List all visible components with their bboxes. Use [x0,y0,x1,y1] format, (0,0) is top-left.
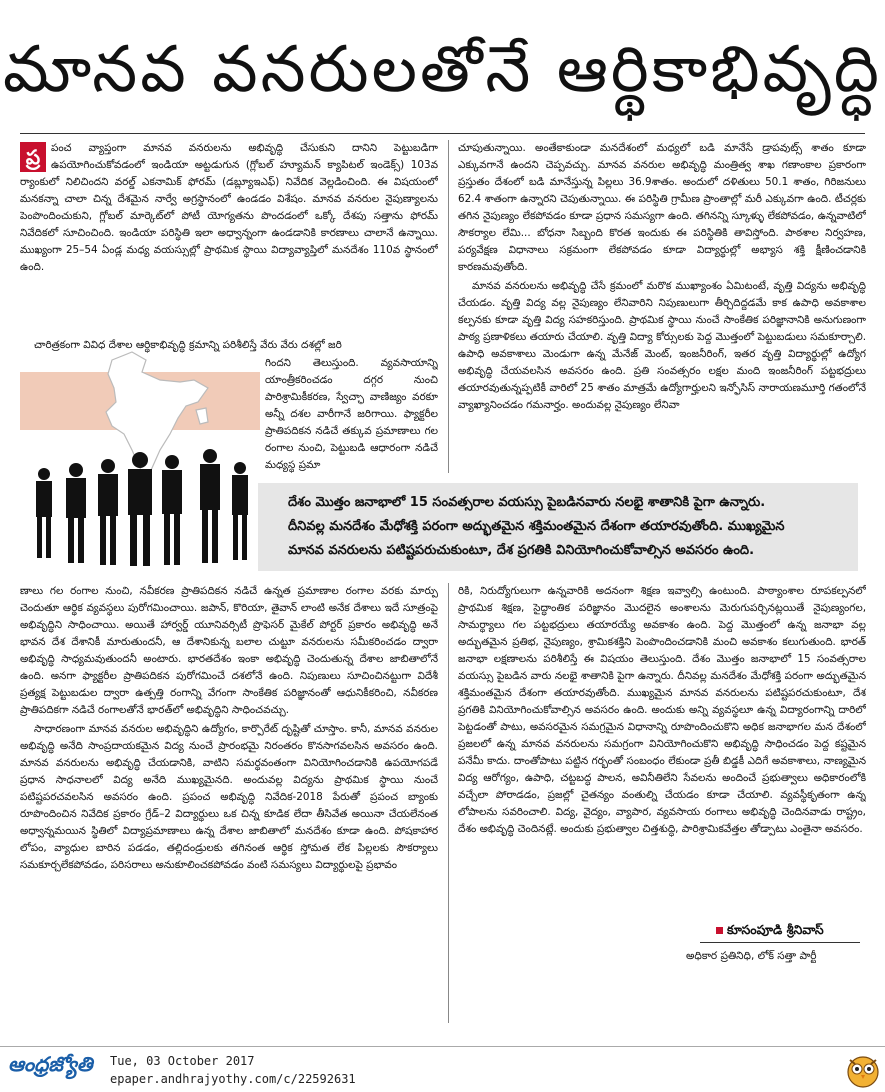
pull-quote-line: దేశం మొత్తం జనాభాలో 15 సంవత్సరాల వయస్సు పైబడినవారు నలభై శాతానికి పైగా ఉన్నారు. [288,495,766,510]
red-square-icon [716,927,723,934]
paragraph: రికి, నిరుద్యోగులుగా ఉన్నవారికి అదనంగా శిక్షణ ఇవ్వాల్సి ఉంటుంది. పాఠ్యాంశాల రూపకల్పనలో ప్రాథమిక శిక్షణ, సైద్ధాంతిక పరిజ్ఞానం మొదలైన అంశాలను మెరుగుపర్చినట్లయితే నైపుణ్యంగల, సామర్థ్యాలు గల పట్టభద్రులు తయారయ్యే అవకాశం ఉంది. పెద్ద మొత్తంలో ఉన్న జనాభా వల్ల అద్భుతమైన ప్రతిభ, నైపుణ్యం, శ్రామికశక్తిని పెంపొందించడానికి మంచి అవకాశం కలుగుతుంది. భారత్ జనాభా లక్షణాలను పరిశీలిస్తే ఈ విషయం తెలుస్తుంది. దేశం మొత్తం జనాభాలో 15 సంవత్సరాల వయస్సు పైబడిన వారు నలభై శాతానికి పైగా ఉన్నారు. దీనివల్ల మనదేశం మేధోశక్తి పరంగా అద్భుతమైన శక్తిమంతమైన దేశంగా తయారవుతోంది. ముఖ్యమైన మానవ వనరులను పటిష్టపరచుకుంటూ, దేశ ప్రగతికి వినియోగించుకోవాల్సిన అవసరం ఉంది. అందుకు అన్ని వ్యవస్థలూ ఉన్న విద్యారంగాన్ని దారిలో పెట్టడంతో పాటు, అవసరమైన సమగ్రమైన విధానాన్ని రూపొందించుకొని అధిక జనాభాగల మన దేశంలో ప్రజలలో ఉన్న మానవ వనరులను సమగ్రంగా వినియోగించుకొని అభివృద్ధి సాధించడం పెద్ద కష్టమైన పనేమీ కాదు. దాంతోపాటు పట్టిన గర్భంతో సంబంధం లేకుండా ప్రతీ బిడ్డకీ ఎదిగే అవకాశాలు, నాణ్యమైన విద్య ఆరోగ్యం, ఉపాధి, చట్టబద్ధ పాలన, అవినీతిలేని సేవలను అందించే ప్రభుత్వాలు అధికారంలోకి వచ్చేలా పోరాడడం, ప్రజల్లో చైతన్యం వంతుల్ని చేయడం కూడా చేయాలి. వ్యవస్థీకృతంగా ఉన్న లోపాలను సవరించాలి. విద్య, వైద్యం, వ్యాపార, వ్యవసాయ రంగాలు అభివృద్ధి చెందినవాడు రాష్ట్రం, దేశం అభివృద్ధి చెందినట్లే. అందుకు ప్రభుత్వాల చిత్తశుద్ధి, పారిశ్రామికవేత్తల తోడ్పాటు ఎంతైనా అవసరం. [458,585,866,835]
illustration-india-map-professionals [20,350,260,572]
column-divider [448,140,449,473]
business-people-silhouettes [36,449,248,566]
headline: మానవ వనరులతోనే ఆర్థికాభివృద్ధి [3,33,882,107]
byline [716,922,824,941]
column-1-top [20,140,438,335]
dropcap: ప్ర [20,142,46,172]
column-1-bottom [20,583,438,1031]
column-1-wrap-text [265,355,438,473]
logo-text: ఆంధ్రజ్యోతి [8,1052,93,1076]
paragraph: సాధారణంగా మానవ వనరుల అభివృద్ధిని ఉద్యోగం, కార్పొరేట్ దృష్టితో చూస్తాం. కానీ, మానవ వనరుల అభివృద్ధి అనేది సాంప్రదాయకమైన విద్య నుంచే ప్రారంభమై నిరంతరం కొనసాగవలసిన అవసరం ఉంది. మానవ వనరులను అభివృద్ధి చేయడానికి, వాటిని సమర్థవంతంగా వినియోగించడానికి ఉపయోగపడే ప్రధాన సాధనాలలో విద్య అనేది ముఖ్యమైనది. అందువల్ల విద్యను ప్రాథమిక స్థాయి నుంచే పటిష్టపరచవలసిన అవసరం ఉంది. ప్రపంచ అభివృద్ధి నివేదిక-2018 పేరుతో ప్రపంచ బ్యాంకు రూపొందించిన నివేదిక ప్రకారం గ్రేడ్–2 విద్యార్థులు ఒక చిన్న కూడిక లేదా తీసివేత అయినా చేయలేనంత అధ్వాన్నమయిన స్థితిలో విద్యాప్రమాణాలు ఉన్న దేశాల జాబితాలో మనదేశం కూడా ఉంది. పోషకాహార లోపం, వ్యాధుల బారిన పడడం, తల్లిదండ్రులకు తగినంత ఆర్థిక స్తోమత లేక పిల్లలకు సౌకర్యాలు సమకూర్చలేకపోవడం, పరిసరాలు అనుకూలించకపోవడం వంటి సమస్యలు విద్యార్థులపై ప్రభావం [20,723,438,871]
footer-date: Tue, 03 October 2017 [110,1054,255,1068]
pull-quote-line: మానవ వనరులను పటిష్టపరుచుకుంటూ, దేశ ప్రగతికి వినియోగించుకోవాల్సిన అవసరం ఉంది. [288,543,755,558]
paragraph: ప్ర పంచ వ్యాప్తంగా మానవ వనరులను అభివృద్ధి చేసుకుని దానిని పెట్టుబడిగా ఉపయోగించుకోవడంలో ఇండియా అట్టడుగున (గ్లోబల్ హ్యూమన్ క్యాపిటల్ ఇండెక్స్) 103వ ర్యాంకులో నిలిచిందని వరల్డ్ ఎకనామిక్ ఫోరమ్ (డబ్ల్యూఇఎఫ్) నివేదిక వెల్లడించింది. ఈ విషయంలో మనకన్నా చాలా చిన్న దేశమైన నార్వే అగ్రస్థానంలో ఉండడం విశేషం. మానవ వనరుల నైపుణ్యాలను పెంపొందించుకుని, గ్లోబల్ మార్కెట్‌లో పోటీ యోగ్యతను పొందడంలో ఒక్కో దేశపు సత్తాను ఫోరమ్ నివేదికలో సూచించింది. ఇండియా పరిస్థితి ఇలా అధ్వాన్నంగా ఉండడానికి కారణాలు చాలానే ఉన్నాయి. ముఖ్యంగా 25–54 ఏండ్ల మధ్య వయస్సుల్లో ప్రాథమిక స్థాయి విద్యావ్యాప్తిలో మనదేశం 110వ స్థానంలో ఉంది. [20,142,438,273]
andhrajyothy-logo[interactable] [8,1052,102,1086]
paragraph: చూపుతున్నాయి. అంతేకాకుండా మనదేశంలో మధ్యలో బడి మానేసే డ్రాపవుట్స్ శాతం కూడా ఎక్కువగానే ఉందని చెప్పవచ్చు. మానవ వనరుల అభివృద్ధి మంత్రిత్వ శాఖ గణాంకాల ప్రకారంగా ప్రస్తుతం దేశంలో బడి మానేస్తున్న పిల్లలు 36.9శాతం. అందులో దళితులు 50.1 శాతం, గిరిజనులు 62.4 శాతంగా ఉన్నారని చెపుతున్నాయి. ఈ పరిస్థితి గ్రామీణ ప్రాంతాల్లో మరీ ఎక్కువగా ఉంది. టీచర్లకు తగిన నైపుణ్యం లేకపోవడం కూడా ప్రధాన సమస్యగా ఉంది. తగినన్ని స్కూళ్ళు లేకపోవడం, ఉన్నవాటిలో సౌకర్యాల లేమి... బోధనా సిబ్బంది కొరత ఇందుకు ఈ పరిస్థితికి తావిస్తోంది. పాఠశాల నిర్వహణ, పర్యవేక్షణ విధానాలు సక్రమంగా లేకపోవడం కూడా విద్యార్థుల్లో అభ్యాస శక్తి క్షీణించడానికి కారణమవుతోంది. [458,142,866,273]
owl-icon [846,1052,880,1088]
byline-rule [700,942,860,943]
column-divider [448,583,449,1023]
footer-url[interactable]: epaper.andhrajyothy.com/c/22592631 [110,1072,356,1086]
footer-rule [0,1046,885,1047]
paragraph: ణాలు గల రంగాల నుంచి, నవీకరణ ప్రాతిపదికన నడిచే ఉన్నత ప్రమాణాల రంగాల వరకు మార్పు చెందుతూ ఆర్థిక వ్యవస్థలు పురోగమించాయి. జపాన్, కొరియా, తైవాన్ లాంటి అనేక దేశాలు ఇదే సూత్రంపై అభివృద్ధిని సాధించాయి. అయితే హార్వర్డ్ యూనివర్సిటీ ప్రొఫెసర్ మైకేల్ పోర్టర్ ప్రకారం అభివృద్ధి అనే భావన దేశ దేశానికీ మారుతుందనీ, ఆ దేశానికున్న బలాల చుట్టూ వనరులను సమీకరించడం ద్వారా అభివృద్ధి సాధ్యమవుతుందనీ అంటారు. భారతదేశం ఇంకా అభివృద్ధి చెందుతున్న దేశాల జాబితాలోనే ఉంది. అనగా ఫ్యాక్టరీల ప్రాతిపదికన పురోగమించే దశలోనే ఉంది. నిపుణులు సూచించినట్టుగా విదేశీ ప్రత్యక్ష పెట్టుబడుల ద్వారా ఉత్పత్తి రంగాన్ని వేగంగా సాంకేతిక పరిజ్ఞానంతో ఆధునికీకరించి, నవీకరణ ప్రాతిపదికగా నడిచే రంగాలతోనే భారత్‌లో అభివృద్ధిని సాధించవచ్చు. [20,585,438,716]
paragraph-continued: గిందని తెలుస్తుంది. వ్యవసాయాన్ని యాంత్రీకరించడం దగ్గర నుంచి పారిశ్రామికీకరణ, స్వేచ్ఛా వాణిజ్యం వరకూ అన్నీ దశల వారీగానే జరిగాయి. ఫ్యాక్టరీల ప్రాతిపదికన నడిచే తక్కువ ప్రమాణాలు గల రంగాల నుంచి, పెట్టుబడి ఆధారంగా నడిచే మధ్యస్థ ప్రమా [265,357,438,471]
headline-rule [20,133,865,134]
paragraph: చారిత్రకంగా వివిధ దేశాల ఆర్థికాభివృద్ధి క్రమాన్ని పరిశీలిస్తే వేరు వేరు దశల్లో జరి [34,339,342,351]
paragraph: మానవ వనరులను అభివృద్ధి చేసే క్రమంలో మరొక ముఖ్యాంశం ఏమిటంటే, వృత్తి విద్యను అభివృద్ధి చేయడం. వృత్తి విద్య వల్ల నైపుణ్యం లేనివారిని నిపుణులుగా తీర్చిదిద్దడమే కాక ఉపాధి అవకాశాల కల్పనకు కూడా వృత్తి విద్య సహకరిస్తుంది. ప్రాథమిక స్థాయి నుంచే సాంకేతిక పరిజ్ఞానానికి అనుగుణంగా పాఠ్య ప్రణాళికలు తయారు చేయాలి. వృత్తి విద్యా కోర్సులకు పెద్ద మొత్తంలో పెట్టుబడులు సమకూర్చాలి. ఉపాధి అవకాశాలు మెండుగా ఉన్న మేనేజ్ మెంట్, ఇంజనీరింగ్, ఇతర వృత్తి విద్యార్థుల్లో ఉద్యోగ అభివృద్ధి చేయవలసిన అవసరం ఉంది. ప్రతి సంవత్సరం లక్షల మంది ఇంజనీరింగ్ పట్టభద్రులు తయారవుతున్నప్పటికీ వారిలో 25 శాతం మాత్రమే ఉద్యోగార్హులని ఇన్ఫోసిస్ నారాయణమూర్తి గతంలోనే వ్యాఖ్యానించడం గమనార్హం. అందువల్ల నైపుణ్యం లేనివా [458,280,866,411]
pull-quote-line: దీనివల్ల మనదేశం మేధోశక్తి పరంగా అద్భుతమైన శక్తిమంతమైన దేశంగా తయారవుతోంది. ముఖ్యమైన [288,519,785,534]
author-designation: అధికార ప్రతినిధి, లోక్ సత్తా పార్టీ [686,950,817,962]
pull-quote [258,483,858,571]
column-2-top [458,140,866,475]
author-name: కూసంపూడి శ్రీనివాస్ [727,922,824,937]
column-2-bottom [458,583,866,915]
